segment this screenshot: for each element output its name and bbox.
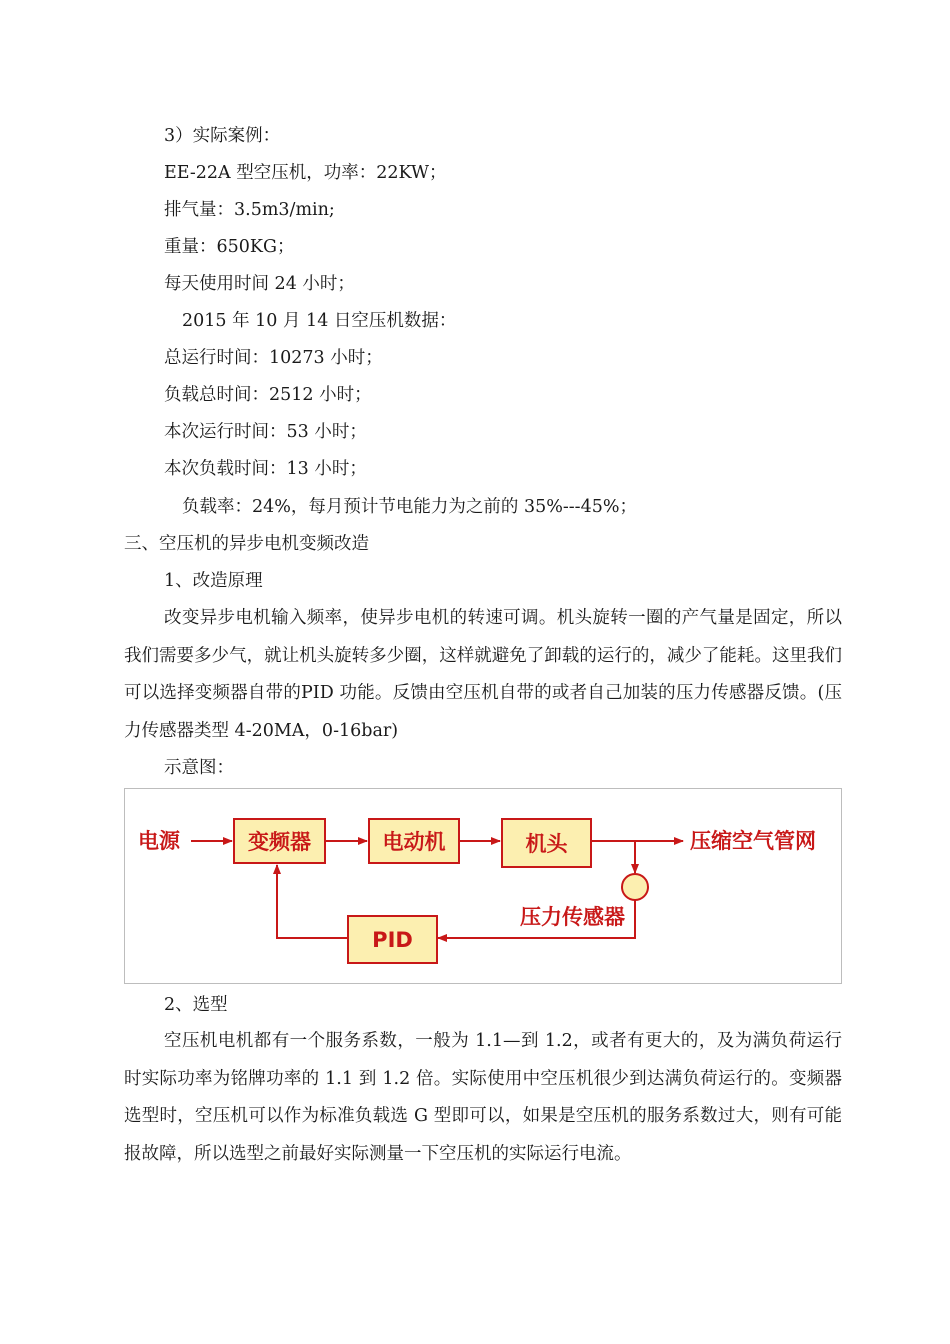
air-network-label: 压缩空气管网 (690, 829, 816, 853)
motor-box (368, 818, 460, 864)
pressure-sensor-label: 压力传感器 (520, 905, 625, 929)
arrow-pid-to-inverter (277, 865, 347, 938)
subsection-principle: 1、改造原理 (164, 571, 263, 591)
pid-box (347, 915, 438, 964)
air-end-label: 机头 (525, 832, 568, 856)
current-load-time: 本次负载时间：13 小时； (164, 459, 367, 479)
motor-label: 电动机 (382, 830, 446, 854)
diagram-caption: 示意图： (164, 758, 234, 778)
data-date: 2015 年 10 月 14 日空压机数据： (182, 311, 457, 331)
air-displacement: 排气量：3.5m3/min; (164, 200, 335, 220)
case-heading: 3）实际案例： (164, 126, 281, 146)
model-power: EE-22A 型空压机，功率：22KW； (164, 163, 447, 183)
inverter-box (233, 818, 326, 864)
power-source-label: 电源 (138, 829, 180, 853)
pid-label: PID (372, 927, 413, 952)
subsection-selection: 2、选型 (164, 995, 228, 1015)
section-title: 三、空压机的异步电机变频改造 (124, 534, 369, 554)
principle-paragraph: 改变异步电机输入频率，使异步电机的转速可调。机头旋转一圈的产气量是固定，所以我们需要多少气，就让机头旋转多少圈，这样就避免了卸载的运行的，减少了能耗。这里我们可以选择变频器自带的PID 功能。反馈由空压机自带的或者自己加装的压力传感器反馈。(压力传感器类型 4-20MA，0-16bar) (124, 608, 842, 741)
inverter-label: 变频器 (248, 830, 311, 854)
load-rate: 负载率：24%，每月预计节电能力为之前的 35%---45%； (182, 497, 637, 517)
total-load-time: 负载总时间：2512 小时； (164, 385, 372, 405)
daily-usage: 每天使用时间 24 小时； (164, 274, 355, 294)
air-end-box (501, 818, 592, 868)
total-run-time: 总运行时间：10273 小时； (164, 348, 383, 368)
weight: 重量：650KG； (164, 237, 295, 257)
control-diagram (124, 788, 842, 984)
selection-paragraph: 空压机电机都有一个服务系数，一般为 1.1—到 1.2，或者有更大的，及为满负荷运行时实际功率为铭牌功率的 1.1 到 1.2 倍。实际使用中空压机很少到达满负荷运行的。变频器选型时，空压机可以作为标准负载选 G 型即可以，如果是空压机的服务系数过大，则有可能报故障，所以选型之前最好实际测量一下空压机的实际运行电流。 (124, 1031, 842, 1164)
current-run-time: 本次运行时间：53 小时； (164, 422, 367, 442)
sensor-icon (622, 874, 648, 900)
